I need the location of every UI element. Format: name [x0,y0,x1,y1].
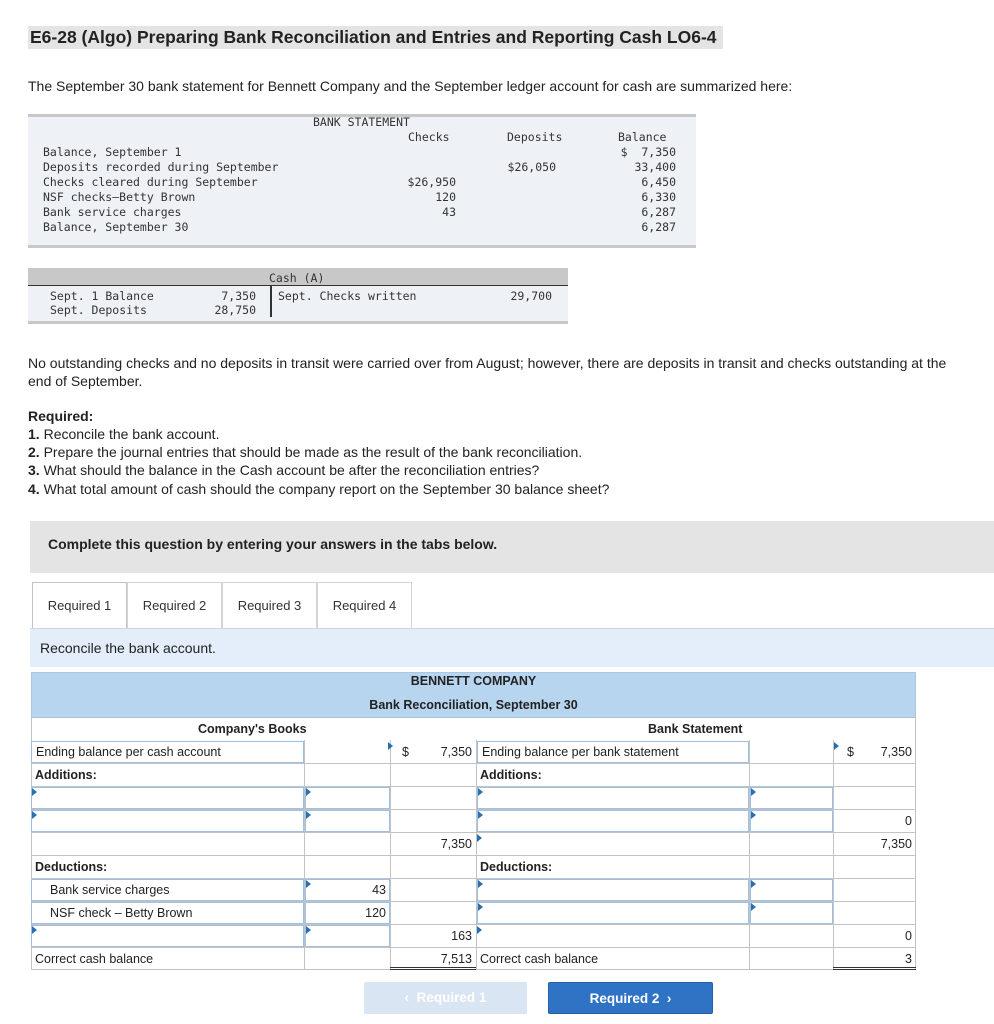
recon-subtitle: Bank Reconciliation, September 30 [369,698,578,712]
cash-debit-value: 28,750 [214,303,256,317]
required-text: What total amount of cash should the company report on the September 30 balance sheet? [39,481,610,497]
bank-header: Bank Statement [648,722,743,736]
required-num: 3. [28,462,40,478]
input-marker-icon [751,880,756,888]
bank-additions-label: Additions: [480,768,542,782]
books-correct-label: Correct cash balance [35,952,154,966]
bank-correct-label: Correct cash balance [480,952,599,966]
page-title: E6-28 (Algo) Preparing Bank Reconciliation and Entries and Reporting Cash LO6-4 [28,26,723,49]
bank-addition-item-field[interactable] [477,810,749,832]
dropdown-marker-icon [32,788,37,796]
bank-deduction-item-field[interactable] [477,902,749,924]
tab-required-3[interactable]: Required 3 [222,582,317,629]
required-num: 4. [28,481,40,497]
books-deduction-item-field[interactable] [31,925,304,947]
cash-account-bottom-rule [28,321,568,324]
bank-row-balance: 6,450 [641,175,676,189]
bank-row-deposits: $26,050 [507,160,556,174]
chevron-left-icon: ‹ [404,990,417,1005]
books-addition-amount-field[interactable] [305,810,390,832]
bank-row-balance: 6,287 [641,205,676,219]
dropdown-marker-icon [478,880,483,888]
books-header: Company's Books [198,722,307,736]
dropdown-marker-icon [32,926,37,934]
tab-required-1[interactable]: Required 1 [32,582,127,630]
input-marker-icon [751,903,756,911]
grid-line [31,763,916,764]
t-account-rule [28,285,270,286]
books-deductions-total: 163 [451,929,472,943]
input-marker-icon [306,926,311,934]
required-heading: Required: [28,408,94,424]
recon-company: BENNETT COMPANY [410,674,537,688]
outstanding-note: No outstanding checks and no deposits in transit were carried over from August; however, there are deposits in transit and checks outstanding at the end of September. [28,355,947,389]
recon-col-header-row [31,718,916,740]
bank-addition-amount-field[interactable] [750,787,833,809]
books-deductions-label: Deductions: [35,860,108,874]
bank-ending-label-field[interactable]: Ending balance per bank statement [477,741,749,763]
input-marker-icon [477,834,482,842]
cash-debit-label: Sept. Deposits [50,303,147,317]
bank-row-label: Balance, September 30 [43,220,189,234]
books-deduction-item-field[interactable]: Bank service charges [31,879,304,901]
bank-addition-adjust-value: 0 [905,814,912,828]
bank-row-label: Deposits recorded during September [43,160,279,174]
chevron-right-icon: › [659,991,672,1006]
dropdown-marker-icon [388,742,393,750]
t-account-rule [270,285,568,286]
required-item-1 [28,426,219,442]
input-marker-icon [477,926,482,934]
bank-statement-title: BANK STATEMENT [313,115,410,129]
required-num: 2. [28,444,40,460]
bank-row-label: Balance, September 1 [43,145,182,159]
bank-row-balance: 6,287 [641,220,676,234]
dropdown-marker-icon [478,811,483,819]
bank-row-balance: 6,330 [641,190,676,204]
books-deduction-amount-field[interactable] [305,925,390,947]
complete-prompt: Complete this question by entering your answers in the tabs below. [48,536,498,552]
tab-required-2[interactable]: Required 2 [127,582,222,629]
books-addition-amount-field[interactable] [305,787,390,809]
required-num: 1. [28,426,40,442]
bank-row-checks: $26,950 [407,175,456,189]
dropdown-marker-icon [32,811,37,819]
tab-required-4[interactable]: Required 4 [317,582,412,629]
bank-row-label: Bank service charges [43,205,182,219]
prev-button[interactable] [364,982,527,1014]
input-marker-icon [306,788,311,796]
bank-row-checks: 43 [442,205,456,219]
bank-deductions-label: Deductions: [480,860,553,874]
input-marker-icon [306,811,311,819]
bank-row-balance: $ 7,350 [620,145,676,159]
bank-row-label: NSF checks—Betty Brown [43,190,196,204]
cash-account-title: Cash (A) [269,271,325,285]
cash-credit-label: Sept. Checks written [278,289,417,303]
next-button-label: Required 2 [589,991,660,1006]
instruction-text: Reconcile the bank account. [40,640,216,656]
input-marker-icon [751,788,756,796]
bank-col-balance: Balance [618,130,667,144]
dropdown-marker-icon [478,788,483,796]
intro-text: The September 30 bank statement for Bennett Company and the September ledger account for cash are summarized here: [28,78,793,94]
required-text: Reconcile the bank account. [39,426,220,442]
books-deduction-item-field[interactable]: NSF check – Betty Brown [31,902,304,924]
bank-currency: $ [847,745,854,759]
bank-statement-bottom-rule [28,245,696,248]
bank-addition-item-field[interactable] [477,787,749,809]
cash-debit-label: Sept. 1 Balance [50,289,154,303]
books-addition-item-field[interactable] [31,810,304,832]
books-additions-label: Additions: [35,768,97,782]
books-currency: $ [402,745,409,759]
books-ending-label-field[interactable]: Ending balance per cash account [31,741,304,763]
bank-row-label: Checks cleared during September [43,175,258,189]
prev-button-label: Required 1 [416,990,487,1005]
required-item-4 [28,481,609,497]
bank-deduction-amount-field[interactable] [750,902,833,924]
books-deduction-value: 120 [365,906,386,920]
t-account-divider [270,285,272,317]
cash-credit-value: 29,700 [510,289,552,303]
bank-col-checks: Checks [408,130,450,144]
next-button[interactable] [548,982,713,1014]
bank-row-balance: 33,400 [634,160,676,174]
bank-row-checks: 120 [435,190,456,204]
cash-debit-value: 7,350 [221,289,256,303]
grid-line [31,855,916,856]
required-text: Prepare the journal entries that should be made as the result of the bank reconciliation. [39,444,583,460]
books-additions-subtotal: 7,350 [440,837,472,851]
input-marker-icon [751,811,756,819]
required-item-3 [28,462,539,478]
grid-line [31,832,916,833]
dropdown-marker-icon [834,742,839,750]
bank-col-deposits: Deposits [507,130,563,144]
books-addition-item-field[interactable] [31,787,304,809]
books-deduction-value: 43 [372,883,386,897]
required-item-2 [28,444,582,460]
bank-ending-value[interactable]: 7,350 [880,745,912,759]
bank-deduction-item-field[interactable] [477,879,749,901]
dropdown-marker-icon [478,903,483,911]
bank-correct-value: 3 [905,952,912,966]
bank-deduction-amount-field[interactable] [750,879,833,901]
bank-additions-subtotal: 7,350 [880,837,912,851]
bank-deductions-total: 0 [905,929,912,943]
required-text: What should the balance in the Cash account be after the reconciliation entries? [39,462,540,478]
input-marker-icon [306,880,311,888]
bank-addition-amount-field[interactable] [750,810,833,832]
books-ending-value[interactable]: 7,350 [440,745,472,759]
books-correct-value: 7,513 [440,952,472,966]
